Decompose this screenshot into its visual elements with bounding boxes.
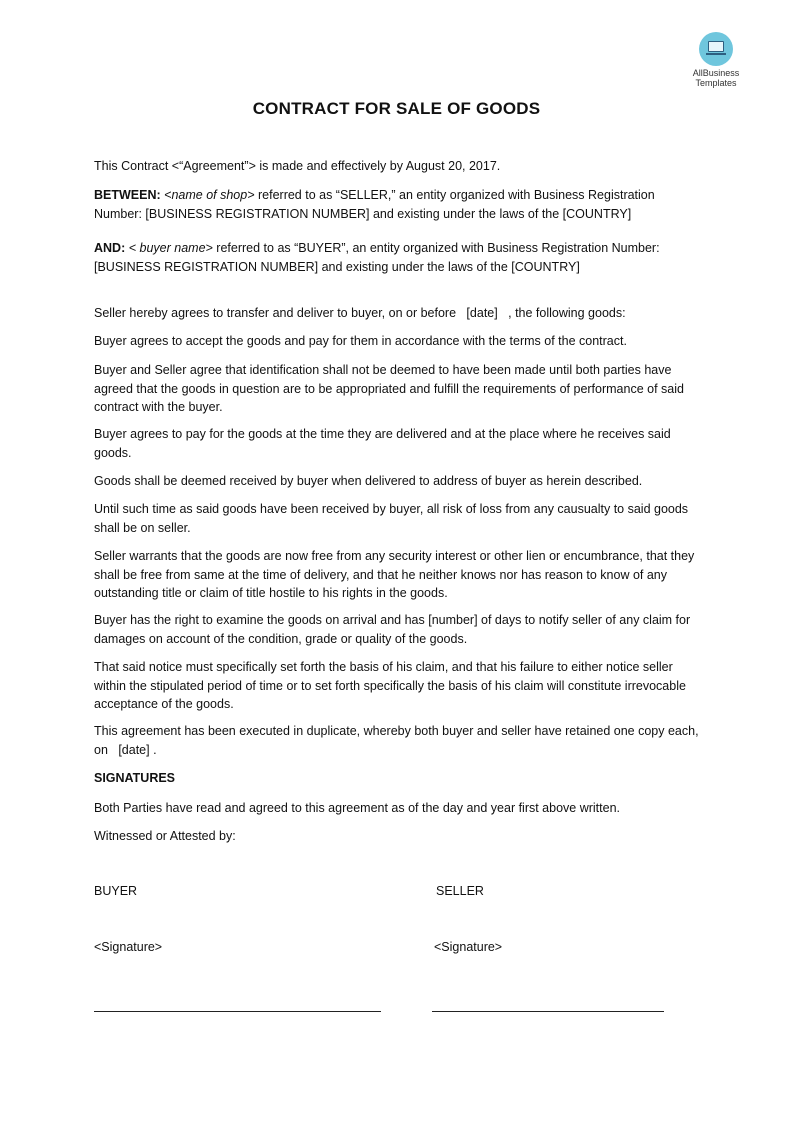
between-paragraph <box>94 186 702 223</box>
seller-signature-line <box>432 1011 664 1012</box>
page-title: CONTRACT FOR SALE OF GOODS <box>252 99 541 118</box>
clause: Buyer and Seller agree that identification shall not be deemed to have been made until both parties have agreed that the goods in question are to be appropriated and fulfill the requirements of performance of said contract with the buyer. <box>94 363 684 414</box>
clause: Goods shall be deemed received by buyer when delivered to address of buyer as herein described. <box>94 474 643 488</box>
seller-signature-placeholder: <Signature> <box>434 940 503 954</box>
clause: Seller warrants that the goods are now free from any security interest or other lien or encumbrance, that they shall be free from same at the time of delivery, and that he neither knows nor has reason to know of any outstanding title or claim of title hostile to his rights in the goods. <box>94 549 695 600</box>
signatures-heading: SIGNATURES <box>94 771 176 785</box>
allbusiness-templates-logo <box>688 32 744 88</box>
clause: That said notice must specifically set forth the basis of his claim, and that his failure to either notice seller within the stipulated period of time or to set forth specifically the basis of his claim will constitute irrevocable acceptance of the goods. <box>94 660 686 711</box>
between-text: referred to as “SELLER,” an entity organized with Business Registration Number: [BUSINESS REGISTRATION NUMBER] and existing under the laws of the [COUNTRY] <box>94 188 655 221</box>
clause: Buyer agrees to accept the goods and pay for them in accordance with the terms of the contract. <box>94 334 627 348</box>
intro-paragraph: This Contract <“Agreement”> is made and effectively by August 20, 2017. <box>94 159 501 173</box>
buyer-signature-line <box>94 1011 381 1012</box>
witnessed-label: Witnessed or Attested by: <box>94 829 236 843</box>
and-paragraph <box>94 239 702 276</box>
seller-label: SELLER <box>436 884 484 898</box>
buyer-label: BUYER <box>94 884 138 898</box>
seller-name-placeholder: <name of shop> <box>164 188 255 202</box>
clause: Until such time as said goods have been received by buyer, all risk of loss from any causualty to said goods shall be on seller. <box>94 502 689 535</box>
between-label: BETWEEN: <box>94 188 161 202</box>
agreement-statement: Both Parties have read and agreed to this agreement as of the day and year first above written. <box>94 801 621 815</box>
buyer-signature-placeholder: <Signature> <box>94 940 163 954</box>
laptop-icon <box>699 32 733 66</box>
clause: Buyer agrees to pay for the goods at the time they are delivered and at the place where he receives said goods. <box>94 427 671 460</box>
and-label: AND: <box>94 241 126 255</box>
logo-text: AllBusiness Templates <box>692 68 740 88</box>
and-text: referred to as “BUYER”, an entity organized with Business Registration Number: [BUSINESS REGISTRATION NUMBER] and existing under the laws of the [COUNTRY] <box>94 241 660 274</box>
clause: This agreement has been executed in duplicate, whereby both buyer and seller have retained one copy each, on [date] . <box>94 724 703 757</box>
clause: Seller hereby agrees to transfer and deliver to buyer, on or before [date] , the following goods: <box>94 306 626 320</box>
buyer-name-placeholder: < buyer name> <box>128 241 213 255</box>
clause: Buyer has the right to examine the goods on arrival and has [number] of days to notify seller of any claim for damages on account of the condition, grade or quality of the goods. <box>94 613 691 646</box>
